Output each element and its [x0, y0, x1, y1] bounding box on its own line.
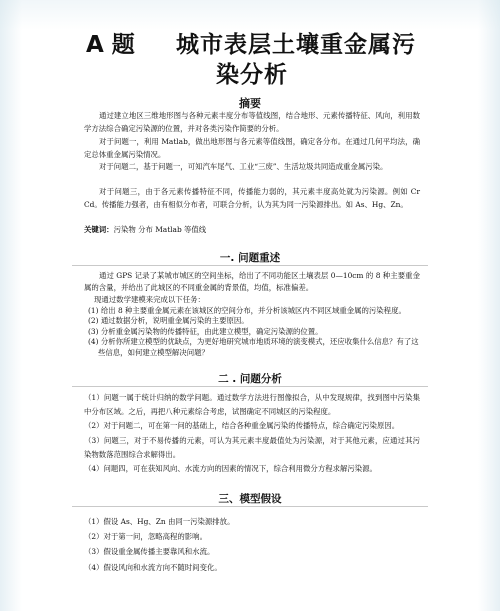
analysis-item: （2）对于问题二，可在第一问的基础上，结合各种重金属污染的传播特点，综合确定污染原因。	[84, 421, 400, 431]
keywords-text: 污染物 分布 Matlab 等值线	[113, 225, 207, 234]
assumption-item: （2）对于第一问，忽略高程的影响。	[84, 532, 207, 542]
keywords-line	[84, 224, 420, 237]
abstract-paragraph-4: 对于问题三，由于各元素传播特征不同，传播能力弱的，其元素丰度高处就为污染源。例如 Cr Cd。传播能力强者，由有相似分布者，可联合分析，认为其为同一污染源排出。如 As、Hg、Zn。	[84, 187, 420, 209]
abstract-paragraph-3: 对于问题二，基于问题一，可知汽车尾气、工业“三废”、生活垃圾共同造成重金属污染。	[99, 162, 388, 171]
title-line-2: 染分析	[216, 62, 288, 88]
section-2-list	[84, 391, 420, 476]
section-1-paragraph: 通过 GPS 记录了某城市城区的空间坐标，给出了不同功能区土壤表层 0—10cm 的 8 种主要重金属的含量，并给出了此城区的不同重金属的背景值，均值，标准偏差。	[84, 271, 420, 293]
section-1-divider	[72, 265, 428, 266]
abstract-paragraph-2: 对于问题一，利用 Matlab，做出地形图与各元素等值线图，确定各分布。在通过几何平均法，确定总体重金属污染情况。	[84, 137, 420, 159]
assumption-item: （4）假设风向和水流方向不随时间变化。	[84, 562, 222, 572]
assumption-item: （3）假设重金属传播主要靠风和水流。	[84, 547, 215, 557]
title-line-1: 城市表层土壤重金属污	[176, 32, 416, 58]
section-3-list	[84, 514, 420, 575]
abstract-heading: 摘要	[239, 97, 261, 110]
task-item: (3) 分析重金属污染物的传播特征，由此建立模型，确定污染源的位置。	[88, 326, 323, 336]
task-item: (4) 分析你所建立模型的优缺点，为更好地研究城市地质环境的演变模式，还应收集什么信息？有了这些信息，如何建立模型解决问题？	[88, 337, 419, 357]
keywords-label: 关键词：	[84, 225, 114, 234]
task-item: (1) 给出 8 种主要重金属元素在该城区的空间分布，并分析该城区内不同区域重金属的污染程度。	[88, 305, 406, 315]
section-1-title: 一. 问题重述	[219, 252, 281, 264]
section-1-intro: 现通过数学建模来完成以下任务：	[94, 295, 205, 304]
section-2-title: 二 . 问题分析	[218, 373, 282, 385]
section-3-divider	[72, 506, 428, 507]
section-1-task-list	[84, 295, 420, 359]
analysis-item: （4）问题四，可在获知风向、水流方向的因素的情况下，综合利用微分方程求解污染源。	[84, 464, 377, 474]
abstract-paragraph-1: 通过建立地区三维地形图与各种元素丰度分布等值线图，结合地形、元素传播特征、风向，利用数学方法综合确定污染源的位置，并对各类污染作简要的分析。	[84, 111, 420, 133]
problem-label: A 题	[86, 32, 135, 58]
section-3-title: 三、模型假设	[218, 493, 282, 505]
assumption-item: （1）假设 As、Hg、Zn 由同一污染源排放。	[84, 517, 235, 526]
analysis-item: （3）问题三，对于不易传播的元素，可认为其元素丰度最值处为污染源，对于其他元素，应通过其污染物数落范围综合求解得出。	[84, 435, 420, 459]
section-2-divider	[72, 386, 428, 387]
analysis-item: （1）问题一属于统计归纳的数学问题。通过数学方法进行图像拟合，从中发现规律，找到图中污染集中分布区域。之后，再把八种元素综合考虑，试图确定不同城区的污染程度。	[84, 393, 420, 417]
task-item: (2) 通过数据分析，说明重金属污染的主要原因。	[88, 316, 249, 326]
